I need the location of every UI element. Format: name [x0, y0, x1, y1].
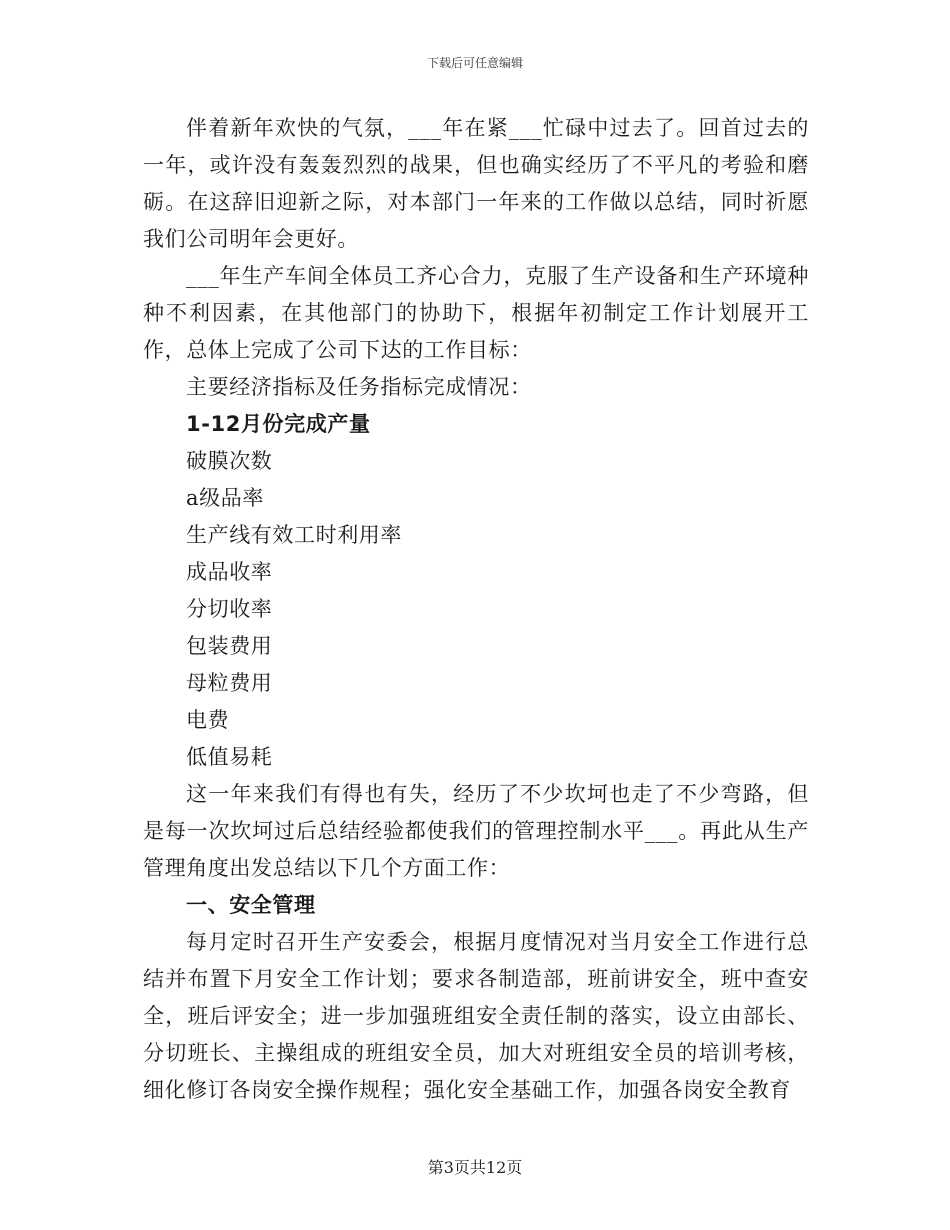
page-number: 第3页共12页 — [427, 1158, 523, 1177]
list-item: 母粒费用 — [186, 671, 273, 695]
heading-annual-output: 1-12月份完成产量 — [186, 412, 371, 436]
list-item: 包装费用 — [186, 634, 273, 658]
document-body — [143, 110, 809, 1109]
paragraph-indicators-intro: 主要经济指标及任务指标完成情况： — [186, 375, 532, 399]
page-header: 下载后可任意编辑 — [426, 56, 523, 70]
list-item: 分切收率 — [186, 597, 273, 621]
list-item: 成品收率 — [186, 560, 273, 584]
paragraph-safety-details: 每月定时召开生产安委会，根据月度情况对当月安全工作进行总结并布置下月安全工作计划；要求各制造部，班前讲安全，班中查安全，班后评安全；进一步加强班组安全责任制的落实，设立由部长、分切班长、主操组成的班组安全员，加大对班组安全员的培训考核，细化修订各岗安全操作规程；强化安全基础工作，加强各岗安全教育 — [143, 930, 809, 1102]
list-item: 低值易耗 — [186, 745, 273, 769]
paragraph-workshop-summary: ___年生产车间全体员工齐心合力，克服了生产设备和生产环境种种不利因素，在其他部门的协助下，根据年初制定工作计划展开工作，总体上完成了公司下达的工作目标： — [143, 264, 809, 362]
list-item: 生产线有效工时利用率 — [186, 523, 402, 547]
paragraph-reflection: 这一年来我们有得也有失，经历了不少坎坷也走了不少弯路，但是每一次坎坷过后总结经验都使我们的管理控制水平___。再此从生产管理角度出发总结以下几个方面工作： — [143, 782, 809, 880]
heading-safety-management: 一、安全管理 — [186, 893, 316, 917]
list-item: a级品率 — [186, 486, 264, 510]
list-item: 破膜次数 — [186, 449, 273, 473]
list-item: 电费 — [186, 708, 230, 732]
indicator-list — [143, 443, 809, 776]
paragraph-intro: 伴着新年欢快的气氛，___年在紧___忙碌中过去了。回首过去的一年，或许没有轰轰烈烈的战果，但也确实经历了不平凡的考验和磨砺。在这辞旧迎新之际，对本部门一年来的工作做以总结，同时祈愿我们公司明年会更好。 — [143, 116, 809, 251]
